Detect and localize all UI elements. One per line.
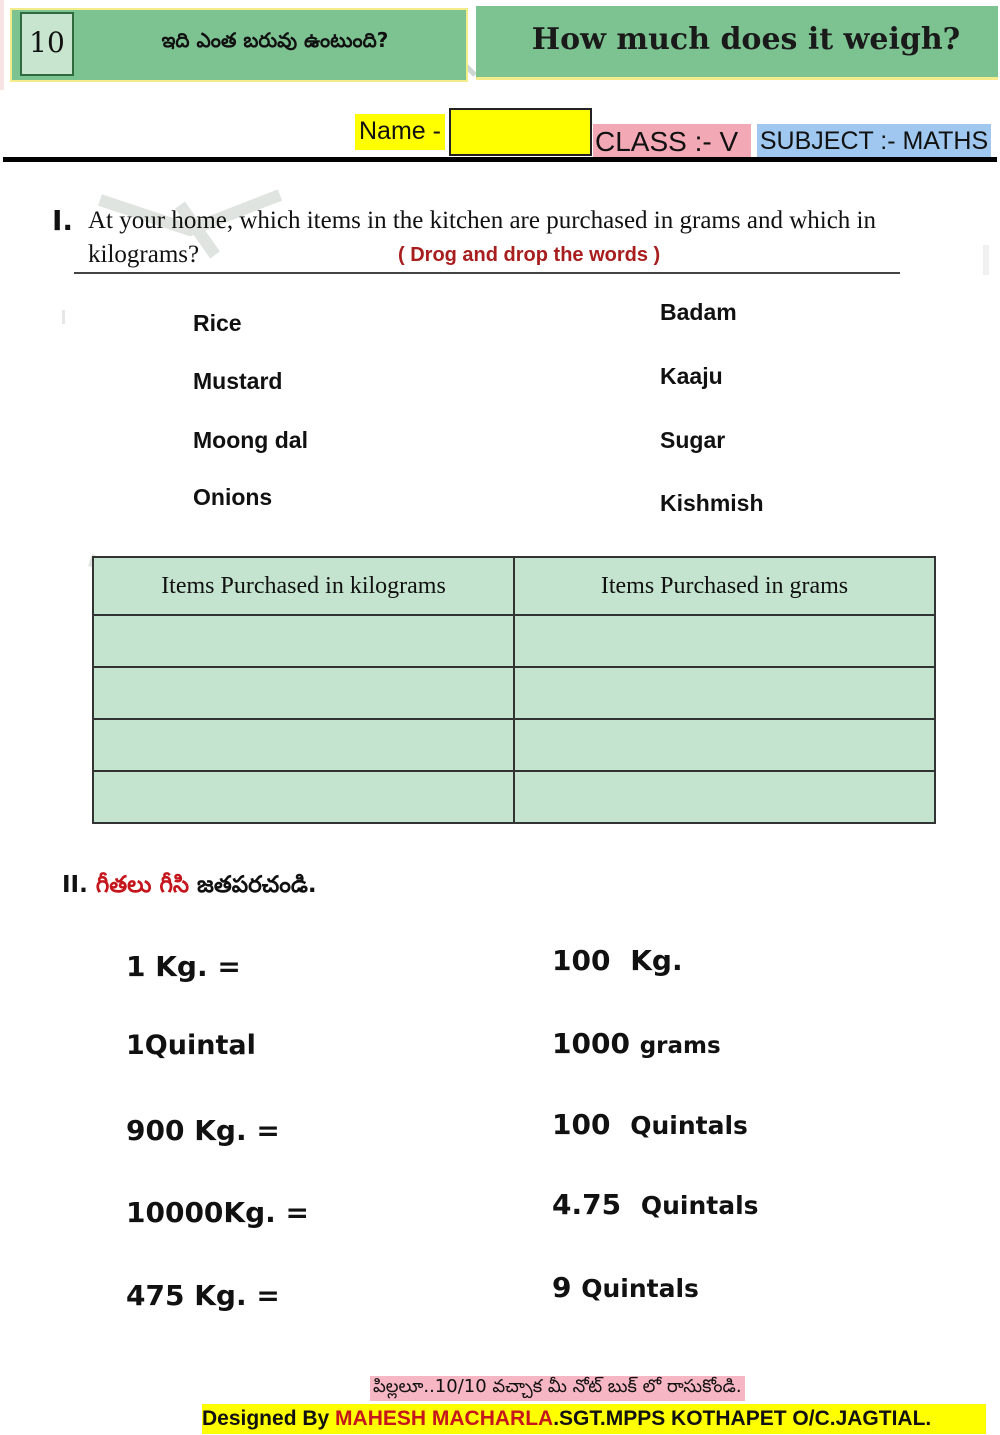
designer-credit — [202, 1404, 986, 1434]
match-value: 100 — [552, 944, 611, 977]
page-title: How much does it weigh? — [531, 22, 961, 57]
draggable-word-kaaju[interactable]: Kaaju — [660, 363, 723, 389]
draggable-word-moong-dal[interactable]: Moong dal — [193, 427, 308, 453]
draggable-word-mustard[interactable]: Mustard — [193, 368, 283, 394]
question-2-heading — [62, 872, 317, 904]
name-label: Name - — [355, 114, 445, 150]
match-value: 10000 — [126, 1196, 224, 1229]
match-right-item[interactable] — [552, 1027, 721, 1060]
class-label: CLASS :- V — [593, 124, 751, 160]
match-unit: Kg. = — [194, 1114, 280, 1147]
header-divider — [3, 157, 997, 162]
draggable-word-sugar[interactable]: Sugar — [660, 427, 726, 453]
drop-zone-kilograms[interactable] — [93, 771, 514, 823]
question-1-text: At your home, which items in the kitchen are purchased in grams and which in kilograms? — [88, 207, 876, 268]
table-row — [93, 667, 935, 719]
worksheet-number: 10 — [20, 12, 74, 76]
credit-prefix: Designed By — [202, 1407, 336, 1430]
table-row — [93, 771, 935, 823]
match-value: 1000 — [552, 1027, 630, 1060]
question-2-instruction-red: గీతలు గీసి — [95, 872, 190, 898]
drop-zone-grams[interactable] — [514, 667, 935, 719]
match-left-item[interactable] — [126, 1196, 309, 1229]
credit-suffix: .SGT.MPPS KOTHAPET O/C.JAGTIAL. — [553, 1407, 932, 1430]
table-row — [93, 719, 935, 771]
match-unit: Kg. = — [223, 1196, 310, 1229]
drop-zone-grams[interactable] — [514, 719, 935, 771]
match-unit: Kg. — [630, 944, 683, 977]
drop-zone-grams[interactable] — [514, 615, 935, 667]
draggable-word-kishmish[interactable]: Kishmish — [660, 490, 764, 516]
match-unit: Kg. = — [194, 1279, 280, 1312]
match-value: 4.75 — [552, 1188, 622, 1221]
question-2-instruction: జతపరచండి. — [197, 872, 317, 898]
drop-zone-kilograms[interactable] — [93, 615, 514, 667]
question-1-underline — [74, 272, 900, 274]
match-unit: Quintals — [640, 1191, 759, 1220]
telugu-title: ఇది ఎంత బరువు ఉంటుంది? — [161, 28, 389, 52]
footer-note: పిల్లలూ..10/10 వచ్చాక మీ నోట్ బుక్ లో రాసుకోండి. — [370, 1376, 745, 1401]
draggable-word-rice[interactable]: Rice — [193, 310, 242, 336]
match-left-item[interactable] — [126, 1114, 280, 1147]
match-unit: Kg. = — [155, 950, 241, 983]
drop-zone-kilograms[interactable] — [93, 667, 514, 719]
match-right-item[interactable] — [552, 1188, 759, 1221]
match-left-item[interactable] — [126, 1030, 256, 1061]
drop-zone-kilograms[interactable] — [93, 719, 514, 771]
table-row — [93, 615, 935, 667]
match-right-item[interactable] — [552, 1108, 748, 1141]
match-left-item[interactable] — [126, 950, 241, 983]
match-unit: Quintals — [581, 1274, 699, 1303]
match-right-item[interactable] — [552, 944, 683, 977]
sorting-table — [92, 556, 936, 824]
table-header-grams: Items Purchased in grams — [514, 557, 935, 615]
match-value: 100 — [552, 1108, 611, 1141]
question-2-number: II. — [62, 872, 88, 898]
match-left-item[interactable] — [126, 1279, 280, 1312]
match-unit: grams — [639, 1033, 721, 1059]
drop-zone-grams[interactable] — [514, 771, 935, 823]
match-right-item[interactable] — [552, 1271, 699, 1304]
match-value: 1 — [126, 950, 146, 983]
match-value: 900 — [126, 1114, 185, 1147]
table-header-kilograms: Items Purchased in kilograms — [93, 557, 514, 615]
draggable-word-onions[interactable]: Onions — [193, 484, 273, 510]
name-field[interactable] — [449, 108, 592, 156]
match-unit: Quintal — [144, 1030, 256, 1061]
question-1-number: I. — [52, 204, 74, 237]
subject-label: SUBJECT :- MATHS — [757, 124, 991, 158]
credit-name: MAHESH MACHARLA — [335, 1407, 554, 1430]
match-value: 475 — [126, 1279, 185, 1312]
draggable-word-badam[interactable]: Badam — [660, 299, 737, 325]
match-unit: Quintals — [630, 1111, 748, 1140]
drag-drop-hint: ( Drog and drop the words ) — [398, 244, 661, 266]
match-value: 9 — [552, 1271, 572, 1304]
match-value: 1 — [126, 1030, 145, 1061]
